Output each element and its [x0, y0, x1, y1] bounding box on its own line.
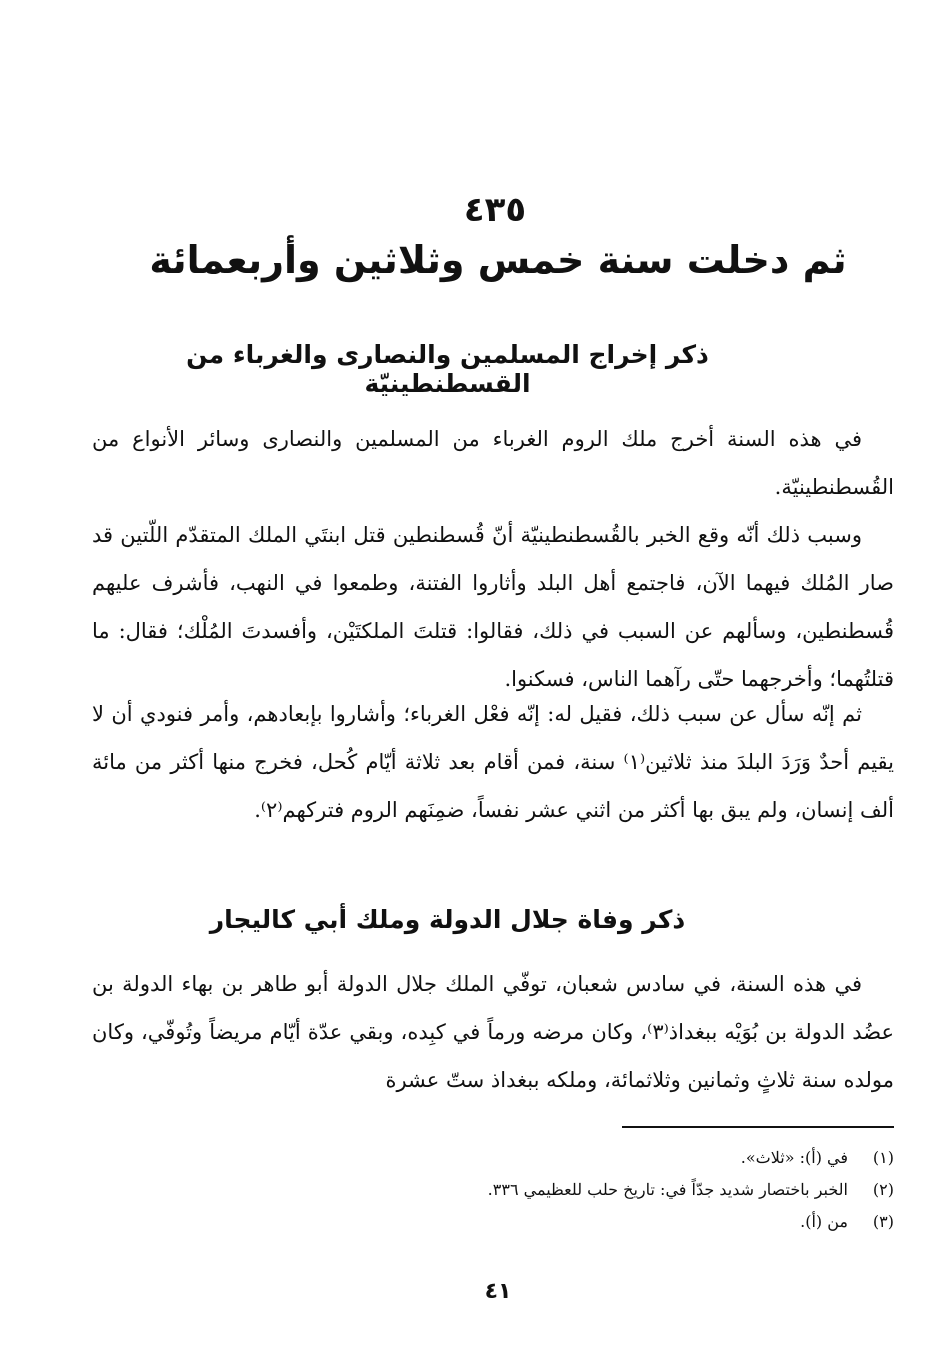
footnote-text: الخبر باختصار شديد جدّاً في: تاريخ حلب للعظيمي ٣٣٦. — [487, 1180, 848, 1199]
footnote-divider — [622, 1126, 894, 1128]
paragraph: في هذه السنة أخرج ملك الروم الغرباء من المسلمين والنصارى وسائر الأنواع من القُسطنطينيّة. — [92, 427, 894, 499]
footnote-number: (١) — [872, 1148, 894, 1167]
footnote-item — [300, 1174, 894, 1206]
paragraph: في هذه السنة، في سادس شعبان، توفّي الملك جلال الدولة أبو طاهر بن بهاء الدولة بن عضُد الدولة بن بُوَيْه ببغداذ⁽٣⁾، وكان مرضه ورماً في كبِده، وبقي عدّة أيّام مريضاً وتُوفّي، وكان مولده سنة ثلاثٍ وثمانين وثلاثمائة، وملكه ببغداذ ستّ عشرة — [92, 972, 895, 1092]
section-heading: ذكر إخراج المسلمين والنصارى والغرباء من القسطنطينيّة — [186, 340, 709, 398]
footnote-number: (٣) — [872, 1212, 894, 1231]
year-title: ثم دخلت سنة خمس وثلاثين وأربعمائة — [149, 238, 847, 282]
year-number: ٤٣٥ — [463, 190, 527, 230]
footnote-text: في (أ): «ثلاث». — [740, 1148, 848, 1167]
page-number: ٤١ — [484, 1279, 512, 1304]
paragraph: وسبب ذلك أنّه وقع الخبر بالقُسطنطينيّة أنّ قُسطنطين قتل ابنتَي الملك المتقدّم اللّتين قد صار المُلك فيهما الآن، فاجتمع أهل البلد وأثاروا الفتنة، وطمعوا في النهب، فأشرف عليهم قُسطنطين، وسألهم عن السبب في ذلك، فقالوا: قتلتَ الملكتَيْن، وأفسدتَ المُلْك؛ فقال: ما قتلتُهما؛ وأخرجهما حتّى رآهما الناس، فسكنوا. — [92, 523, 894, 691]
footnote-number: (٢) — [872, 1180, 894, 1199]
section-heading: ذكر وفاة جلال الدولة وملك أبي كاليجار — [209, 905, 686, 934]
footnote-item — [300, 1206, 894, 1238]
footnotes — [300, 1142, 894, 1238]
footnote-text: من (أ). — [800, 1212, 848, 1231]
paragraph: ثم إنّه سأل عن سبب ذلك، فقيل له: إنّه فعْل الغرباء؛ وأشاروا بإبعادهم، وأمر فنودي أن لا يقيم أحدٌ وَرَدَ البلدَ منذ ثلاثين⁽١⁾ سنة، فمن أقام بعد ثلاثة أيّام كُحل، فخرج منها أكثر من مائة ألف إنسان، ولم يبق بها أكثر من اثني عشر نفساً، ضمِنَهم الروم فتركهم⁽٢⁾. — [92, 702, 895, 822]
footnote-item — [300, 1142, 894, 1174]
